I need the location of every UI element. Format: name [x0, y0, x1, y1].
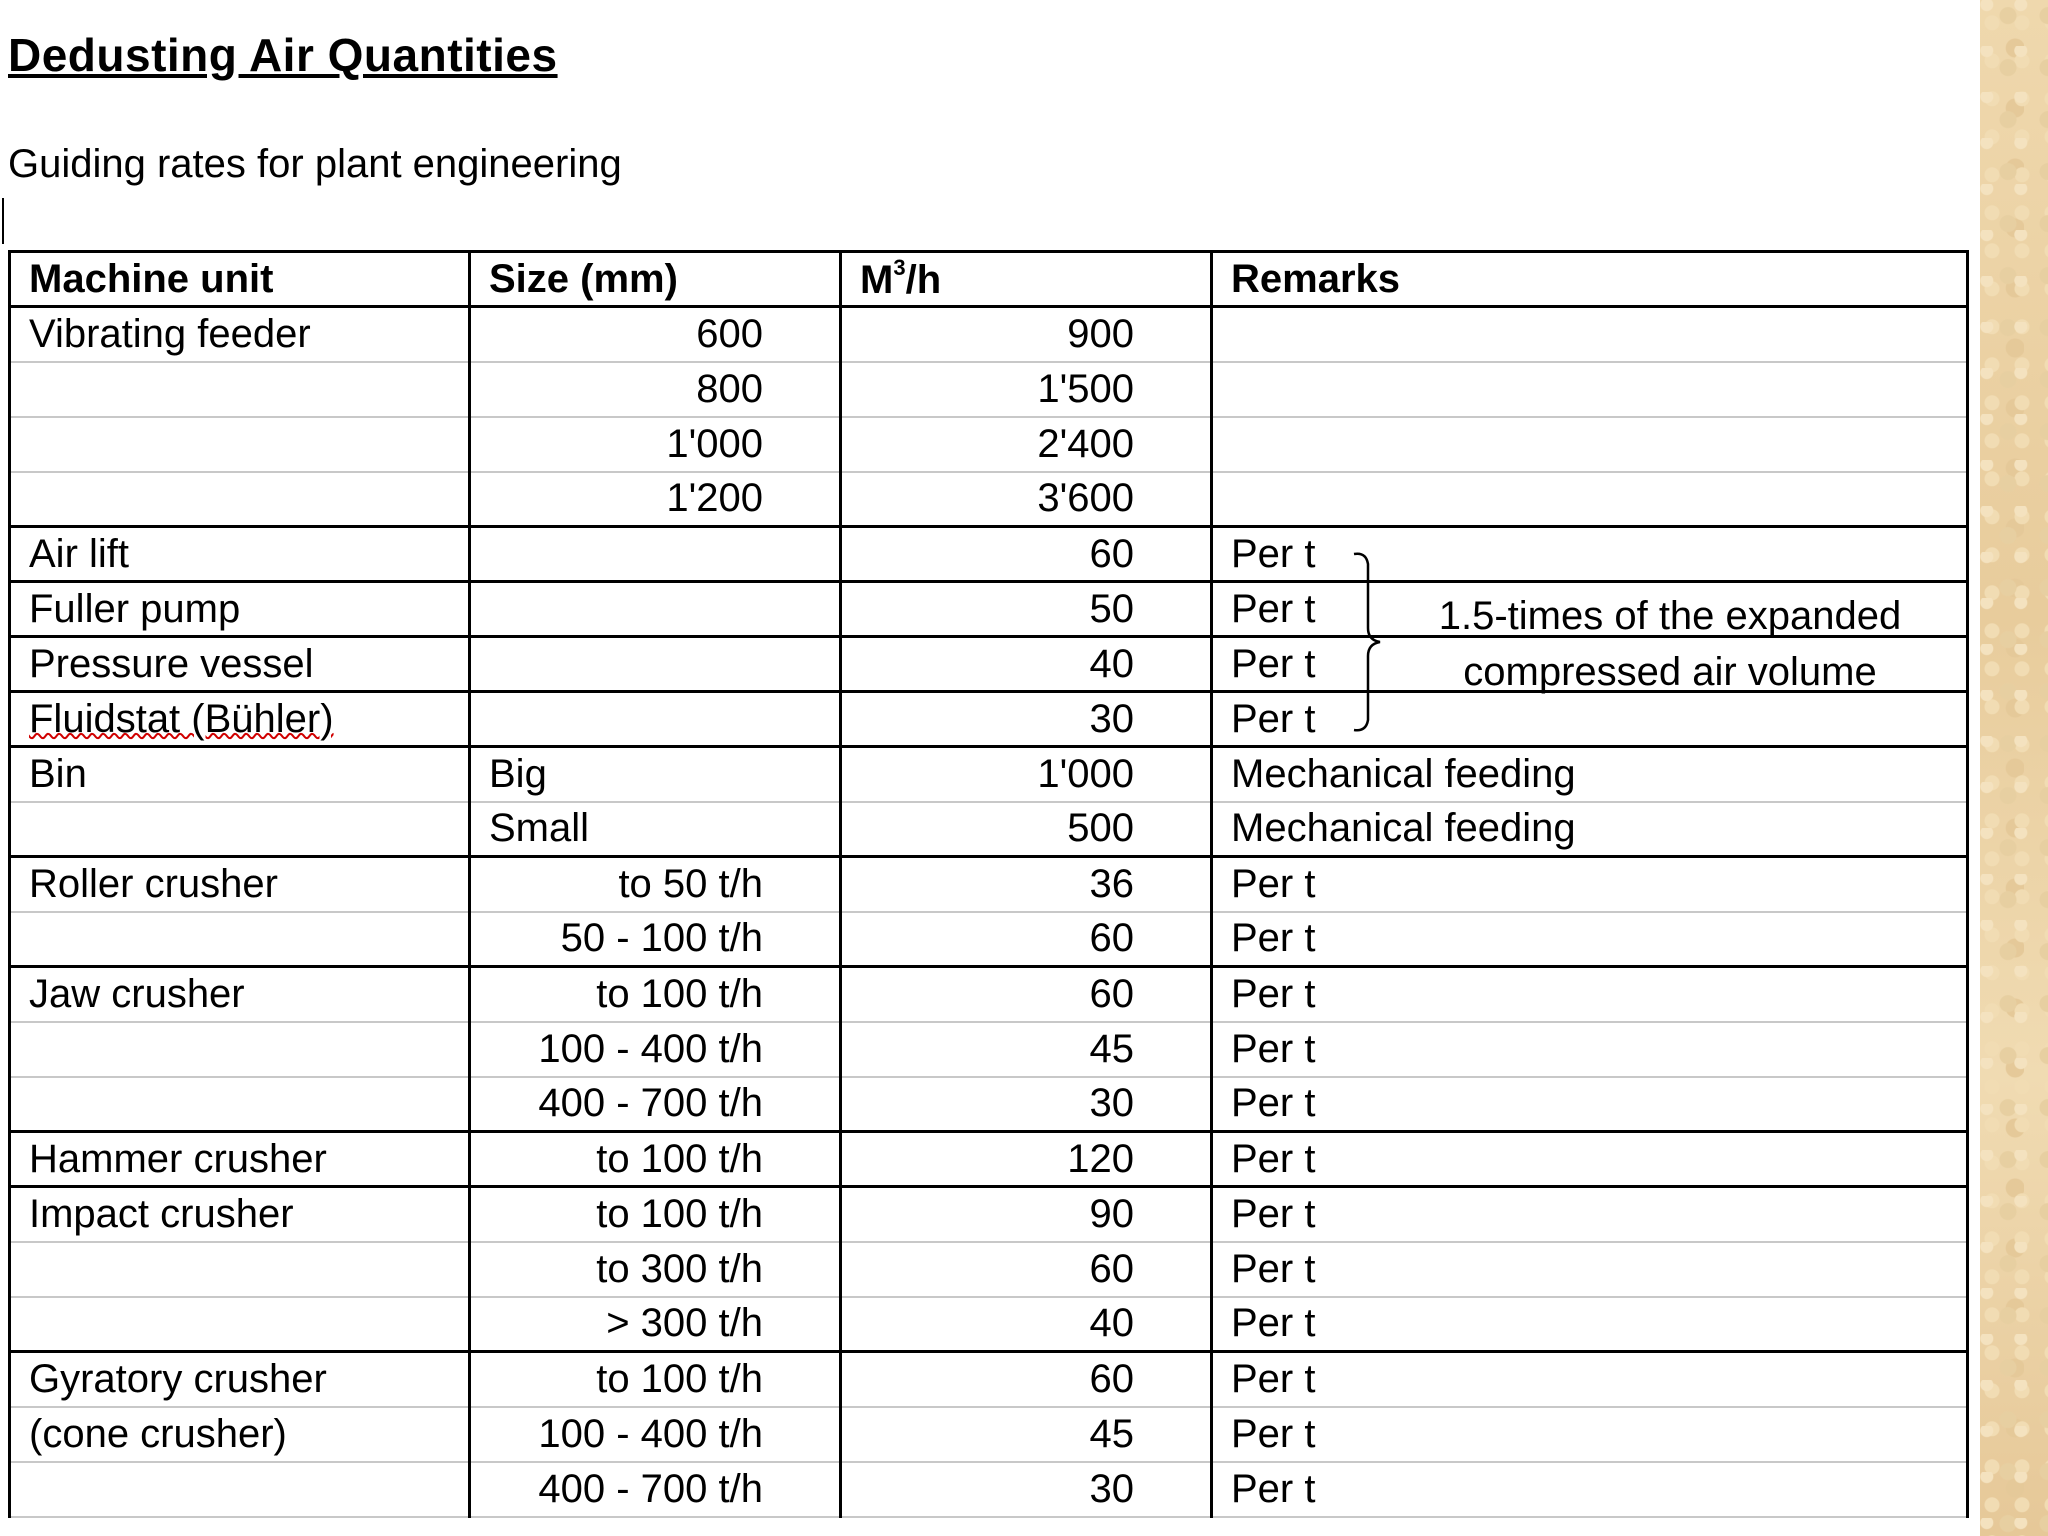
cell-m3h: 60: [841, 1352, 1212, 1407]
table-header-row: [10, 252, 1968, 307]
document-subtitle: Guiding rates for plant engineering: [8, 142, 622, 186]
table-row: [10, 857, 1968, 912]
cell-size: > 300 t/h: [470, 1297, 841, 1352]
cell-machine: Air lift: [10, 527, 470, 582]
table-row: [10, 307, 1968, 362]
cell-size: 400 - 700 t/h: [470, 1462, 841, 1517]
cell-remarks: Per t: [1212, 1352, 1968, 1407]
cell-machine: Roller crusher: [10, 857, 470, 912]
cell-size: [470, 527, 841, 582]
table-row: [10, 1022, 1968, 1077]
cell-machine: Impact crusher: [10, 1187, 470, 1242]
cell-m3h: 50: [841, 582, 1212, 637]
cell-size: to 100 t/h: [470, 1352, 841, 1407]
cell-machine: [10, 472, 470, 527]
header-m3h-sup: 3: [893, 255, 906, 280]
cell-machine: [10, 362, 470, 417]
cell-m3h: 30: [841, 1077, 1212, 1132]
parchment-border: [1980, 0, 2048, 1536]
cell-m3h: 45: [841, 1407, 1212, 1462]
cell-m3h: 60: [841, 527, 1212, 582]
cell-size: 1'200: [470, 472, 841, 527]
cell-remarks: Per t: [1212, 857, 1968, 912]
cell-remarks: Per t: [1212, 1407, 1968, 1462]
cell-size: to 100 t/h: [470, 1132, 841, 1187]
cell-size: to 100 t/h: [470, 967, 841, 1022]
cell-machine: Bin: [10, 747, 470, 802]
cell-m3h: 60: [841, 912, 1212, 967]
table-row: [10, 1187, 1968, 1242]
cell-size: Big: [470, 747, 841, 802]
cell-machine: Jaw crusher: [10, 967, 470, 1022]
cell-size: 100 - 400 t/h: [470, 1407, 841, 1462]
cell-machine: (cone crusher): [10, 1407, 470, 1462]
table-row: [10, 1297, 1968, 1352]
header-size: Size (mm): [470, 252, 841, 307]
cell-remarks: Per t: [1212, 637, 1968, 692]
cell-m3h: 30: [841, 692, 1212, 747]
cell-remarks: Mechanical feeding: [1212, 747, 1968, 802]
cell-size: 400 - 700 t/h: [470, 1077, 841, 1132]
cell-remarks: Per t: [1212, 527, 1968, 582]
table-row: [10, 802, 1968, 857]
cell-remarks: Per t: [1212, 582, 1968, 637]
cell-m3h: 120: [841, 1132, 1212, 1187]
brace-note-line2: compressed air volume: [1463, 650, 1877, 694]
cell-remarks: Per t: [1212, 1242, 1968, 1297]
cell-size: [470, 582, 841, 637]
cell-m3h: 2'400: [841, 417, 1212, 472]
header-m3h-base: M: [860, 258, 894, 302]
cell-machine: [10, 1242, 470, 1297]
cell-remarks: Per t: [1212, 1132, 1968, 1187]
cell-remarks: Per t: [1212, 1187, 1968, 1242]
cell-remarks: Per t: [1212, 1297, 1968, 1352]
cell-machine: [10, 802, 470, 857]
cell-m3h: 40: [841, 1297, 1212, 1352]
cell-m3h: 36: [841, 857, 1212, 912]
misspelled-machine-name: Fluidstat (Bühler): [29, 696, 334, 741]
cell-machine: [10, 1022, 470, 1077]
cell-machine: [10, 912, 470, 967]
cell-m3h: 3'600: [841, 472, 1212, 527]
cell-m3h: 1'500: [841, 362, 1212, 417]
cell-machine: Fuller pump: [10, 582, 470, 637]
table-row: [10, 1077, 1968, 1132]
cell-m3h: 30: [841, 1462, 1212, 1517]
cell-remarks: Per t: [1212, 1022, 1968, 1077]
header-m3h: [841, 252, 1212, 307]
table-row: [10, 1242, 1968, 1297]
table-row: [10, 1352, 1968, 1407]
cell-m3h: 40: [841, 637, 1212, 692]
cell-machine: [10, 417, 470, 472]
table-row: [10, 1407, 1968, 1462]
cell-remarks: Mechanical feeding: [1212, 802, 1968, 857]
table-row: [10, 527, 1968, 582]
table-row: [10, 1462, 1968, 1517]
cell-remarks: [1212, 307, 1968, 362]
cell-size: 600: [470, 307, 841, 362]
table-row: [10, 912, 1968, 967]
cell-remarks: Per t: [1212, 1077, 1968, 1132]
cell-remarks: Per t: [1212, 912, 1968, 967]
cell-remarks: Per t: [1212, 1462, 1968, 1517]
cell-size: 100 - 400 t/h: [470, 1022, 841, 1077]
cell-size: 800: [470, 362, 841, 417]
table-row: [10, 692, 1968, 747]
cell-m3h: 500: [841, 802, 1212, 857]
cell-m3h: 1'000: [841, 747, 1212, 802]
cell-size: [470, 692, 841, 747]
cell-remarks: [1212, 472, 1968, 527]
cell-size: [470, 637, 841, 692]
table-row: [10, 417, 1968, 472]
cell-machine: [10, 692, 470, 747]
cell-m3h: 45: [841, 1022, 1212, 1077]
cell-machine: [10, 1077, 470, 1132]
header-remarks: Remarks: [1212, 252, 1968, 307]
cell-machine: Vibrating feeder: [10, 307, 470, 362]
air-quantities-table: [8, 250, 1969, 1518]
text-cursor: [2, 198, 4, 244]
cell-remarks: Per t: [1212, 967, 1968, 1022]
cell-size: 50 - 100 t/h: [470, 912, 841, 967]
cell-machine: Gyratory crusher: [10, 1352, 470, 1407]
table-row: [10, 967, 1968, 1022]
curly-brace-icon: [1350, 548, 1390, 736]
table-row: [10, 747, 1968, 802]
cell-machine: Hammer crusher: [10, 1132, 470, 1187]
cell-remarks: [1212, 362, 1968, 417]
brace-note-line1: 1.5-times of the expanded: [1438, 594, 1902, 638]
cell-machine: [10, 1297, 470, 1352]
table-row: [10, 362, 1968, 417]
cell-size: to 50 t/h: [470, 857, 841, 912]
cell-machine: Pressure vessel: [10, 637, 470, 692]
cell-machine: [10, 1462, 470, 1517]
document-title: Dedusting Air Quantities: [8, 29, 558, 81]
cell-size: Small: [470, 802, 841, 857]
cell-m3h: 60: [841, 1242, 1212, 1297]
table-row: [10, 472, 1968, 527]
table-row: [10, 1132, 1968, 1187]
cell-remarks: [1212, 417, 1968, 472]
cell-m3h: 900: [841, 307, 1212, 362]
cell-size: to 300 t/h: [470, 1242, 841, 1297]
cell-m3h: 60: [841, 967, 1212, 1022]
cell-size: to 100 t/h: [470, 1187, 841, 1242]
header-machine-unit: Machine unit: [10, 252, 470, 307]
cell-remarks: Per t: [1212, 692, 1968, 747]
cell-m3h: 90: [841, 1187, 1212, 1242]
cell-size: 1'000: [470, 417, 841, 472]
header-m3h-tail: /h: [905, 258, 942, 302]
